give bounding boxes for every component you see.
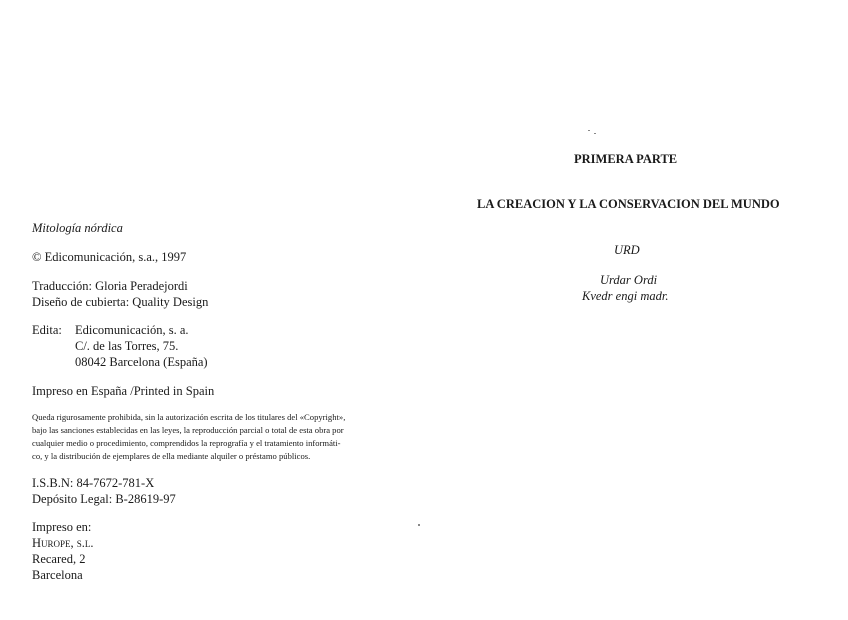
part-label: PRIMERA PARTE <box>574 152 678 166</box>
scan-speck <box>594 133 596 134</box>
book-title: Mitología nórdica <box>32 221 123 235</box>
publisher-label: Edita: <box>32 323 62 337</box>
printer-heading: Impreso en: <box>32 520 92 534</box>
legal-notice-line: Queda rigurosamente prohibida, sin la autorización escrita de los titulares del «Copyright», <box>32 412 346 422</box>
legal-deposit-line: Depósito Legal: B-28619-97 <box>32 492 176 506</box>
legal-notice-line: co, y la distribución de ejemplares de ella mediante alquiler o préstamo públicos. <box>32 451 311 461</box>
printed-in-line: Impreso en España /Printed in Spain <box>32 384 215 398</box>
part-title: LA CREACION Y LA CONSERVACION DEL MUNDO <box>477 197 780 211</box>
translation-credit: Traducción: Gloria Peradejordi <box>32 279 188 293</box>
publisher-street: C/. de las Torres, 75. <box>75 339 179 353</box>
scan-speck <box>418 524 420 526</box>
isbn-line: I.S.B.N: 84-7672-781-X <box>32 476 155 490</box>
legal-notice-line: bajo las sanciones establecidas en las leyes, la reproducción parcial o total de esta obra por <box>32 425 344 435</box>
printer-street: Recared, 2 <box>32 552 86 566</box>
publisher-city: 08042 Barcelona (España) <box>75 355 208 369</box>
cover-design-credit: Diseño de cubierta: Quality Design <box>32 295 209 309</box>
printer-city: Barcelona <box>32 568 83 582</box>
epigraph-line: Kvedr engi madr. <box>582 289 669 303</box>
right-page <box>424 0 848 620</box>
epigraph-line: Urdar Ordi <box>600 273 658 287</box>
section-name: URD <box>614 243 640 257</box>
scan-speck <box>588 130 590 131</box>
printer-name: Hurope, s.l. <box>32 536 94 550</box>
publisher-name: Edicomunicación, s. a. <box>75 323 189 337</box>
legal-notice-line: cualquier medio o procedimiento, comprendidos la reprografía y el tratamiento informáti- <box>32 438 341 448</box>
copyright-line: © Edicomunicación, s.a., 1997 <box>32 250 187 264</box>
